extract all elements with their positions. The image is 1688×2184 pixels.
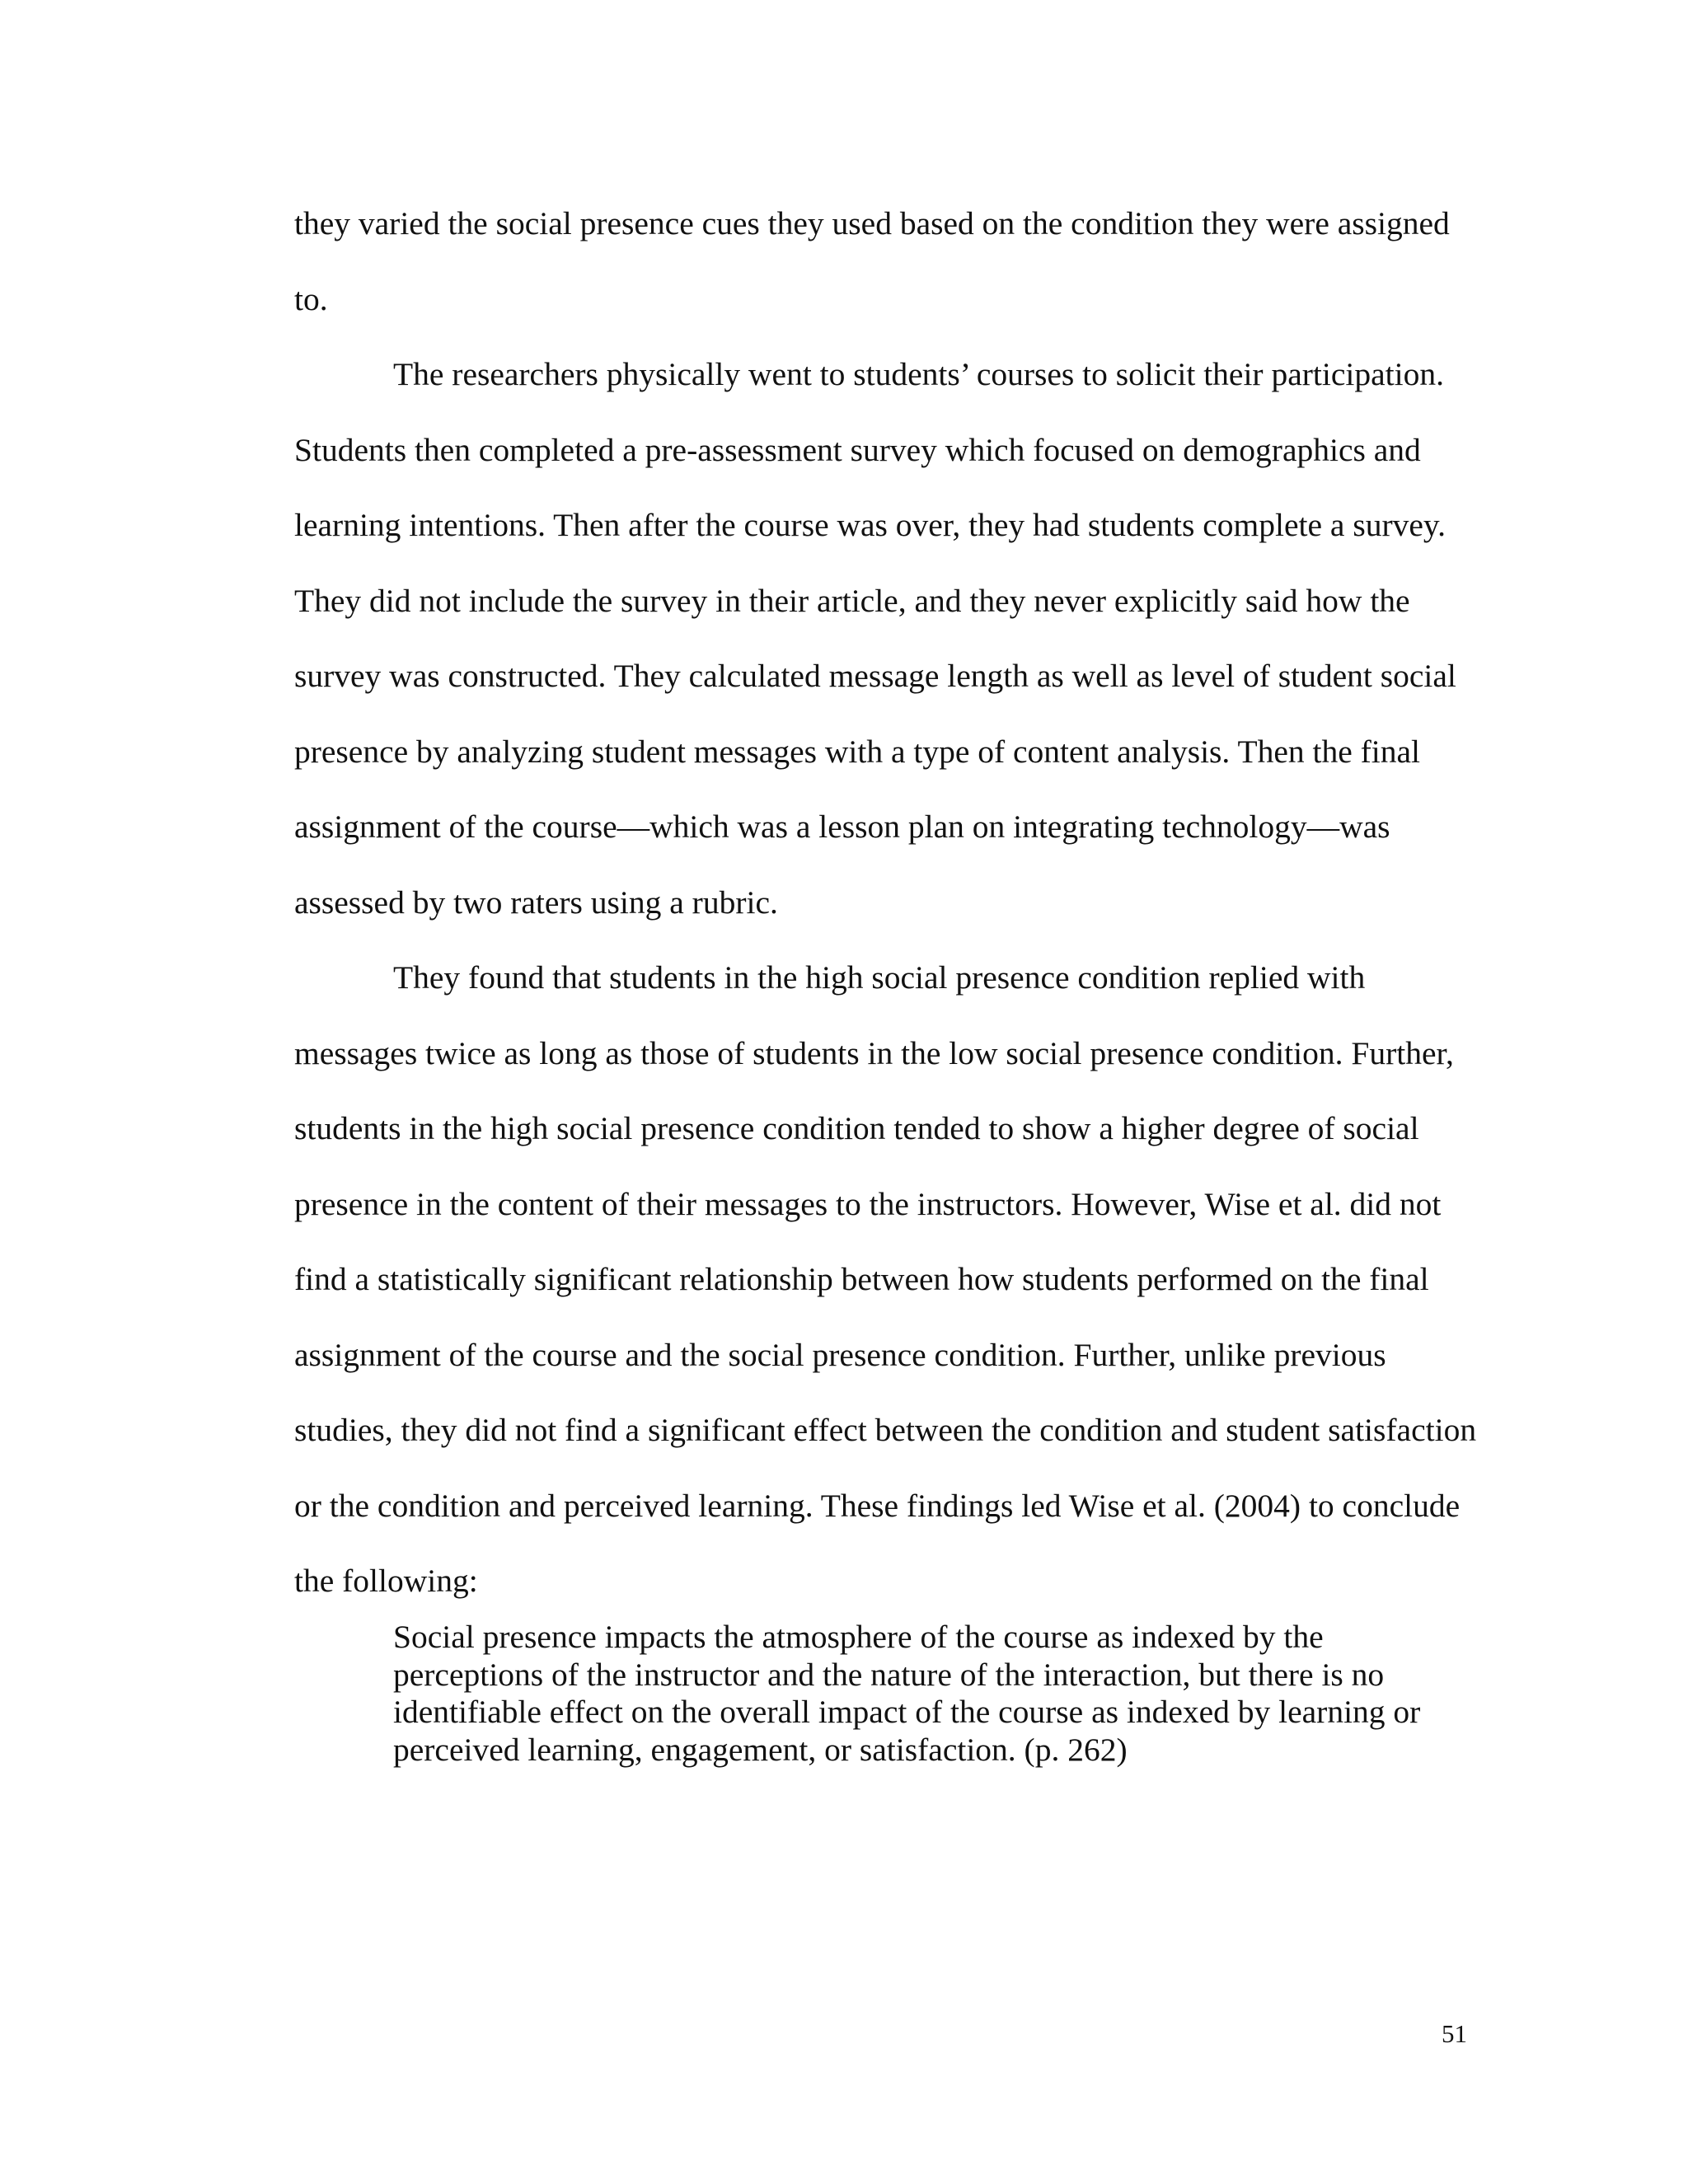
paragraph-method: The researchers physically went to students’ courses to solicit their participation. Students then completed a pre-assessment survey which focused on demographics and learning intentions. Then after the course was over, they had students complete a survey. They did not include the survey in their article, and they never explicitly said how the survey was constructed. They calculated message length as well as level of student social presence by analyzing student messages with a type of content analysis. Then the final assignment of the course—which was a lesson plan on integrating technology—was assessed by two raters using a rubric. xyxy=(294,356,1456,921)
paragraph-findings: They found that students in the high social presence condition replied with messages twice as long as those of students in the low social presence condition. Further, students in the high social presence condition tended to show a higher degree of social presence in the content of their messages to the instructors. However, Wise et al. did not find a statistically significant relationship between how students performed on the final assignment of the course and the social presence condition. Further, unlike previous studies, they did not find a significant effect between the condition and student satisfaction or the condition and perceived learning. These findings led Wise et al. (2004) to conclude the following: xyxy=(294,959,1477,1599)
page-number: 51 xyxy=(1442,2019,1467,2048)
block-quote: Social presence impacts the atmosphere of the course as indexed by the perceptions of the instructor and the nature of the interaction, but there is no identifiable effect on the overall impact of the course as indexed by learning or perceived learning, engagement, or satisfaction. (p. 262) xyxy=(393,1619,1421,1769)
paragraph-continuation: they varied the social presence cues they used based on the condition they were assigned to. xyxy=(294,205,1450,317)
body-text xyxy=(294,186,1481,1619)
